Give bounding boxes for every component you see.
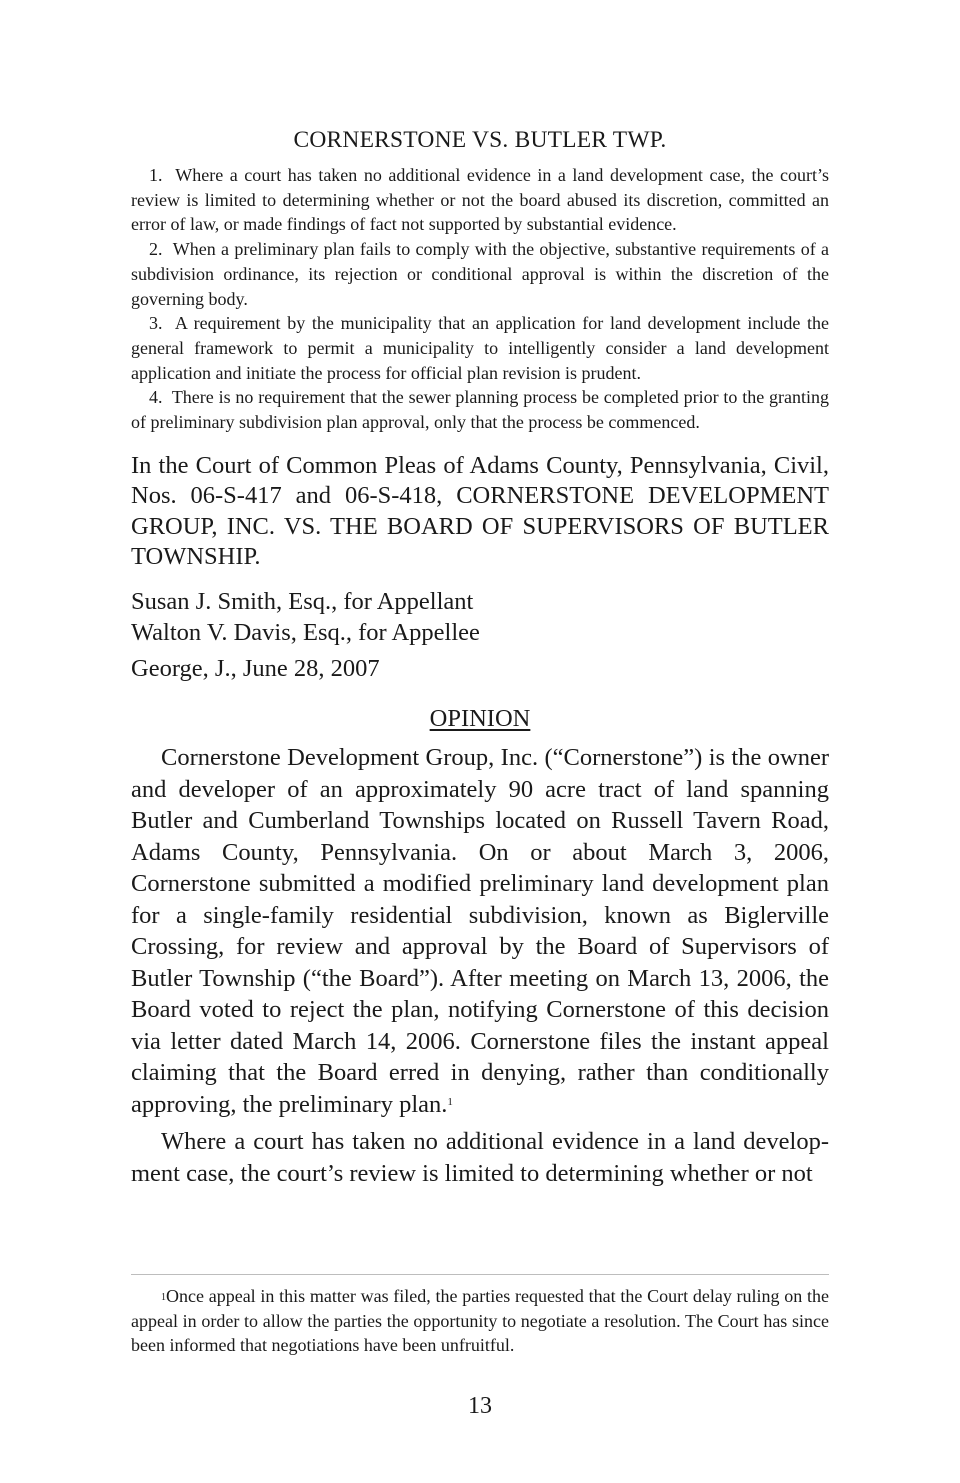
footnote <box>131 1284 829 1358</box>
case-caption: In the Court of Common Pleas of Adams County, Pennsylvania, Civil, Nos. 06-S-417 and 06-S-418, CORNERSTONE DEVELOPMENT GROUP, INC. VS. THE BOARD OF SUPERVISORS OF BUTLER TOWNSHIP. <box>131 451 829 571</box>
headnote-text: Where a court has taken no additional evidence in a land development case, the court’s review is limited to determining whether or not the board abused its discretion, committed an error of law, or made findings of fact not supported by substantial evidence. <box>131 165 829 235</box>
counsel-list <box>131 586 829 649</box>
footnote-marker: 1 <box>161 1292 166 1303</box>
headnote <box>131 311 829 385</box>
page-number: 13 <box>468 1393 492 1419</box>
paragraph-text: Where a court has taken no additional evidence in a land development case, the court’s review is limited to determining whether or not <box>131 1128 829 1187</box>
headnote-text: A requirement by the municipality that an application for land development include the general framework to permit a municipality to intelligently consider a land development application and initiate the process for official plan revision is prudent. <box>131 313 829 383</box>
headnote-number: 4. <box>149 387 163 408</box>
judge-date-line: George, J., June 28, 2007 <box>131 654 380 682</box>
headnote <box>131 385 829 434</box>
headnote-number: 3. <box>149 313 163 334</box>
opinion-paragraph <box>131 742 829 1120</box>
headnote <box>131 237 829 311</box>
opinion-heading <box>131 703 829 734</box>
running-head: CORNERSTONE VS. BUTLER TWP. <box>293 127 667 153</box>
counsel-appellant: Susan J. Smith, Esq., for Appellant <box>131 587 474 615</box>
opinion-title: OPINION <box>429 705 531 733</box>
footnote-reference[interactable]: 1 <box>447 1095 453 1108</box>
opinion-paragraph <box>131 1126 829 1189</box>
footnote-text: Once appeal in this matter was filed, the parties requested that the Court delay ruling on the appeal in order to allow the parties the opportunity to negotiate a resolution. The Court has since been informed that negotiations have been unfruitful. <box>131 1286 829 1356</box>
headnotes <box>131 163 829 435</box>
headnote-text: There is no requirement that the sewer planning process be completed prior to the granting of preliminary subdivision plan approval, only that the process be commenced. <box>131 387 829 433</box>
footnote-divider <box>131 1274 829 1275</box>
page-content <box>131 125 829 1189</box>
headnote <box>131 163 829 237</box>
headnote-number: 2. <box>149 239 163 260</box>
headnote-number: 1. <box>149 165 163 185</box>
paragraph-text: Cornerstone Development Group, Inc. (“Cornerstone”) is the owner and developer of an approximately 90 acre tract of land spanning Butler and Cumberland Townships located on Russell Tavern Road, Adams County, Pennsylvania. On or about March 3, 2006, Cornerstone submitted a modified preliminary land development plan for a single-family residential subdivision, known as Biglerville Crossing, for review and approval by the Board of Supervisors of Butler Township (“the Board”). After meeting on March 13, 2006, the Board voted to reject the plan, notifying Cornerstone of this decision via letter dated March 14, 2006. Cornerstone files the instant appeal claiming that the Board erred in denying, rather than conditionally approving, the preliminary plan. <box>131 744 829 1118</box>
counsel-appellee: Walton V. Davis, Esq., for Appellee <box>131 619 480 647</box>
headnote-text: When a preliminary plan fails to comply with the objective, substantive requirements of a subdivision ordinance, its rejection or conditional approval is within the discretion of the governing body. <box>131 239 829 309</box>
